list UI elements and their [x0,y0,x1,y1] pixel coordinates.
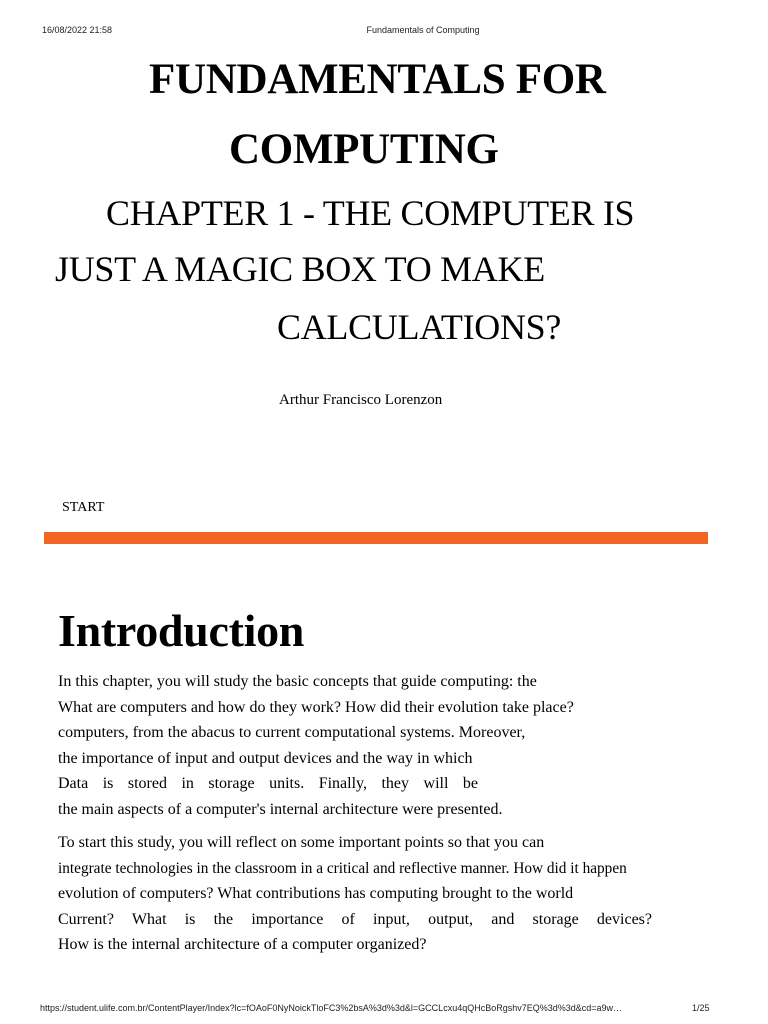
paragraph-line: How is the internal architecture of a computer organized? [58,936,427,953]
paragraph-line: the importance of input and output devices and the way in which [58,749,473,767]
paragraph-line: computers, from the abacus to current computational systems. Moreover, [58,724,526,741]
paragraph-line: In this chapter, you will study the basic concepts that guide computing: the [58,673,537,690]
print-timestamp: 16/08/2022 21:58 [42,25,113,35]
paragraph-line: integrate technologies in the classroom in a critical and reflective manner. How did it happen [58,859,627,877]
introduction-paragraph-1 [58,669,688,822]
paragraph-line: Current? What is the importance of input, output, and storage devices? [58,910,652,928]
paragraph-line: the main aspects of a computer's internal architecture were presented. [58,800,503,818]
paragraph-line: Data is stored in storage units. Finally, they will be [58,775,478,792]
print-header [0,25,768,39]
start-link[interactable]: START [62,500,105,515]
print-document-title: Fundamentals of Computing [366,25,480,35]
print-source-url: https://student.ulife.com.br/ContentPlayer/Index?lc=fOAoF0NyNoickTloFC3%2bsA%3d%3d&l=GCCLcxu4qQHcBoRgshv7EQ%3d%3d&cd=a9w… [40,1003,623,1013]
introduction-heading: Introduction [58,605,305,656]
page-indicator: 1/25 [692,1003,710,1013]
introduction-paragraph-2 [58,830,688,958]
paragraph-line: evolution of computers? What contributions has computing brought to the world [58,885,574,902]
chapter-title-line-2: JUST A MAGIC BOX TO MAKE [55,249,545,289]
print-footer [0,1003,768,1017]
author-name: Arthur Francisco Lorenzon [279,392,443,408]
main-title-line-1: FUNDAMENTALS FOR [149,56,606,103]
chapter-title-line-1: CHAPTER 1 - THE COMPUTER IS [106,193,635,233]
chapter-title-line-3: CALCULATIONS? [277,307,562,347]
accent-divider-bar [44,532,708,544]
paragraph-line: What are computers and how do they work? How did their evolution take place? [58,698,574,716]
main-title-line-2: COMPUTING [229,126,499,173]
paragraph-line: To start this study, you will reflect on some important points so that you can [58,834,545,851]
